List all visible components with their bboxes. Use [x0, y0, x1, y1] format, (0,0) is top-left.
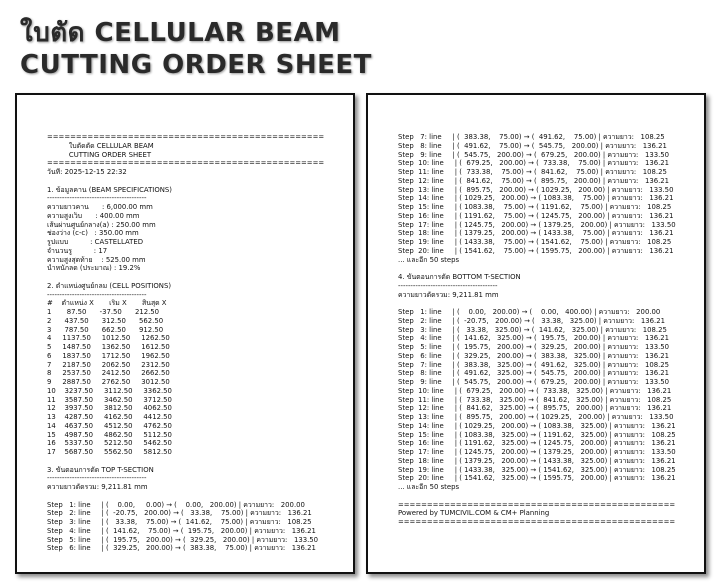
text-line: 11 3587.50 3462.50 3712.50 [47, 395, 172, 404]
text-line: Step 2: line | ( -20.75, 200.00) → ( 33.38, 325.00) | ความยาว: 136.21 [398, 316, 665, 325]
text-line: 2 437.50 312.50 562.50 [47, 316, 164, 325]
text-line: Powered by TUMCIVIL.COM & CM+ Planning [398, 509, 550, 518]
text-line: ================================================ [47, 159, 325, 168]
text-line: 2. ตำแหน่งศูนย์กลม (CELL POSITIONS) [47, 281, 172, 290]
text-line: Step 19: line | ( 1433.38, 325.00) → ( 1541.62, 325.00) | ความยาว: 108.25 [398, 465, 676, 474]
text-line [47, 177, 347, 186]
page-title-line1: ใบตัด CELLULAR BEAM [20, 18, 341, 48]
text-line: 6 1837.50 1712.50 1962.50 [47, 351, 170, 360]
text-line: Step 14: line | ( 1029.25, 200.00) → ( 1083.38, 325.00) | ความยาว: 136.21 [398, 421, 676, 430]
text-line: Step 11: line | ( 733.38, 75.00) → ( 841.62, 75.00) | ความยาว: 108.25 [398, 168, 667, 176]
text-line: Step 5: line | ( 195.75, 200.00) → ( 329.25, 200.00) | ความยาว: 133.50 [47, 535, 319, 544]
text-line: 9 2887.50 2762.50 3012.50 [47, 378, 170, 386]
text-line: Step 2: line | ( -20.75, 200.00) → ( 33.38, 75.00) | ความยาว: 136.21 [47, 509, 312, 518]
text-line: 16 5337.50 5212.50 5462.50 [47, 439, 172, 448]
text-line: Step 18: line | ( 1379.25, 200.00) → ( 1433.38, 75.00) | ความยาว: 136.21 [398, 229, 674, 238]
text-line: Step 19: line | ( 1433.38, 75.00) → ( 1541.62, 75.00) | ความยาว: 108.25 [398, 238, 672, 246]
text-line: ช่องว่าง (c-c) : 350.00 mm [47, 229, 139, 238]
text-line: Step 20: line | ( 1541.62, 325.00) → ( 1595.75, 200.00) | ความยาว: 136.21 [398, 474, 676, 483]
text-line: ================================================ [398, 518, 676, 526]
text-line [47, 492, 347, 501]
text-line: Step 7: line | ( 383.38, 75.00) → ( 491.62, 75.00) | ความยาว: 108.25 [398, 133, 665, 141]
text-line: ---------------------------------------- [47, 474, 147, 483]
text-line [398, 264, 698, 273]
text-line: Step 8: line | ( 491.62, 75.00) → ( 545.75, 200.00) | ความยาว: 136.21 [398, 141, 667, 150]
text-line: Step 15: line | ( 1083.38, 325.00) → ( 1191.62, 325.00) | ความยาว: 108.25 [398, 430, 676, 439]
page-title-line2: CUTTING ORDER SHEET [20, 50, 372, 80]
document-page-2 [366, 93, 706, 574]
text-line: Step 1: line | ( 0.00, 0.00) → ( 0.00, 200.00) | ความยาว: 200.00 [47, 500, 305, 509]
text-line: 4 1137.50 1012.50 1262.50 [47, 334, 170, 343]
text-line [47, 457, 347, 466]
text-line: ... และอีก 50 steps [398, 483, 460, 491]
text-line: 17 5687.50 5562.50 5812.50 [47, 448, 172, 456]
text-line: ---------------------------------------- [47, 290, 147, 299]
text-line: 7 2187.50 2062.50 2312.50 [47, 360, 170, 369]
page-2-content [398, 133, 698, 527]
text-line: ================================================ [47, 133, 325, 141]
text-line: 10 3237.50 3112.50 3362.50 [47, 386, 172, 395]
text-line: ---------------------------------------- [47, 194, 147, 203]
text-line: ความสูงสุดท้าย : 525.00 mm [47, 255, 146, 264]
text-line [398, 299, 698, 308]
text-line: 1 87.50 -37.50 212.50 [47, 308, 160, 316]
text-line: ... และอีก 50 steps [398, 255, 460, 264]
text-line: Step 1: line | ( 0.00, 200.00) → ( 0.00, 400.00) | ความยาว: 200.00 [398, 308, 661, 316]
text-line: ---------------------------------------- [398, 281, 498, 290]
text-line: Step 17: line | ( 1245.75, 200.00) → ( 1379.25, 200.00) | ความยาว: 133.50 [398, 220, 676, 229]
text-line: Step 6: line | ( 329.25, 200.00) → ( 383.38, 325.00) | ความยาว: 136.21 [398, 351, 670, 360]
page-1-content [47, 133, 347, 553]
text-line: Step 16: line | ( 1191.62, 75.00) → ( 1245.75, 200.00) | ความยาว: 136.21 [398, 211, 674, 220]
text-line: ================================================ [398, 500, 676, 509]
text-line: Step 8: line | ( 491.62, 325.00) → ( 545.75, 200.00) | ความยาว: 136.21 [398, 369, 670, 378]
text-line: เส้นผ่านศูนย์กลาง(a) : 250.00 mm [47, 220, 156, 229]
text-line: 12 3937.50 3812.50 4062.50 [47, 404, 172, 413]
text-line: Step 5: line | ( 195.75, 200.00) → ( 329.25, 200.00) | ความยาว: 133.50 [398, 343, 670, 351]
text-line: ความสูงเว็บ : 400.00 mm [47, 211, 140, 220]
text-line: Step 4: line | ( 141.62, 325.00) → ( 195.75, 200.00) | ความยาว: 136.21 [398, 334, 670, 343]
text-line: Step 17: line | ( 1245.75, 200.00) → ( 1379.25, 200.00) | ความยาว: 133.50 [398, 448, 676, 456]
text-line: Step 14: line | ( 1029.25, 200.00) → ( 1083.38, 75.00) | ความยาว: 136.21 [398, 194, 674, 203]
text-line: CUTTING ORDER SHEET [47, 150, 152, 159]
text-line: Step 12: line | ( 841.62, 75.00) → ( 895.75, 200.00) | ความยาว: 136.21 [398, 176, 670, 185]
text-line: 13 4287.50 4162.50 4412.50 [47, 413, 172, 421]
text-line: Step 15: line | ( 1083.38, 75.00) → ( 1191.62, 75.00) | ความยาว: 108.25 [398, 203, 672, 211]
text-line: 1. ข้อมูลคาน (BEAM SPECIFICATIONS) [47, 185, 172, 194]
text-line: จำนวนรู : 17 [47, 246, 108, 255]
text-line: Step 6: line | ( 329.25, 200.00) → ( 383.38, 75.00) | ความยาว: 136.21 [47, 544, 316, 553]
text-line: รูปแบบ : CASTELLATED [47, 238, 144, 246]
text-line: 14 4637.50 4512.50 4762.50 [47, 421, 172, 430]
text-line: Step 10: line | ( 679.25, 200.00) → ( 733.38, 75.00) | ความยาว: 136.21 [398, 159, 670, 168]
text-line: 8 2537.50 2412.50 2662.50 [47, 369, 170, 378]
text-line: Step 4: line | ( 141.62, 75.00) → ( 195.75, 200.00) | ความยาว: 136.21 [47, 526, 316, 535]
text-line: Step 18: line | ( 1379.25, 200.00) → ( 1433.38, 325.00) | ความยาว: 136.21 [398, 456, 676, 465]
text-line: Step 11: line | ( 733.38, 325.00) → ( 841.62, 325.00) | ความยาว: 108.25 [398, 395, 672, 404]
text-line: 4. ขั้นตอนการตัด BOTTOM T-SECTION [398, 273, 521, 281]
text-line: 3 787.50 662.50 912.50 [47, 325, 164, 334]
text-line: Step 13: line | ( 895.75, 200.00) → ( 1029.25, 200.00) | ความยาว: 133.50 [398, 185, 674, 194]
text-line: Step 7: line | ( 383.38, 325.00) → ( 491.62, 325.00) | ความยาว: 108.25 [398, 360, 670, 369]
text-line: # ตำแหน่ง X เริ่ม X สิ้นสุด X [47, 299, 167, 308]
text-line: วันที่: 2025-12-15 22:32 [47, 168, 127, 176]
text-line: Step 16: line | ( 1191.62, 325.00) → ( 1245.75, 200.00) | ความยาว: 136.21 [398, 439, 676, 448]
text-line [398, 492, 698, 501]
text-line: 3. ขั้นตอนการตัด TOP T-SECTION [47, 465, 154, 474]
text-line: Step 3: line | ( 33.38, 325.00) → ( 141.62, 325.00) | ความยาว: 108.25 [398, 325, 667, 334]
text-line: Step 13: line | ( 895.75, 200.00) → ( 1029.25, 200.00) | ความยาว: 133.50 [398, 413, 674, 421]
text-line: Step 3: line | ( 33.38, 75.00) → ( 141.62, 75.00) | ความยาว: 108.25 [47, 518, 312, 526]
text-line: ความยาวคาน : 6,000.00 mm [47, 203, 153, 211]
text-line: ความยาวตัดรวม: 9,211.81 mm [47, 483, 148, 491]
text-line: Step 9: line | ( 545.75, 200.00) → ( 679.25, 200.00) | ความยาว: 133.50 [398, 150, 670, 159]
text-line [47, 273, 347, 282]
text-line: ใบตัดตัด CELLULAR BEAM [47, 141, 154, 150]
document-page-1 [15, 93, 355, 574]
text-line: น้ำหนักลด (ประมาณ) : 19.2% [47, 264, 141, 273]
text-line: Step 10: line | ( 679.25, 200.00) → ( 733.38, 325.00) | ความยาว: 136.21 [398, 386, 672, 395]
text-line: ความยาวตัดรวม: 9,211.81 mm [398, 290, 499, 299]
text-line: Step 20: line | ( 1541.62, 75.00) → ( 1595.75, 200.00) | ความยาว: 136.21 [398, 246, 674, 255]
text-line: 15 4987.50 4862.50 5112.50 [47, 430, 172, 439]
text-line: Step 12: line | ( 841.62, 325.00) → ( 895.75, 200.00) | ความยาว: 136.21 [398, 404, 672, 413]
text-line: 5 1487.50 1362.50 1612.50 [47, 343, 170, 351]
text-line: Step 9: line | ( 545.75, 200.00) → ( 679.25, 200.00) | ความยาว: 133.50 [398, 378, 670, 386]
